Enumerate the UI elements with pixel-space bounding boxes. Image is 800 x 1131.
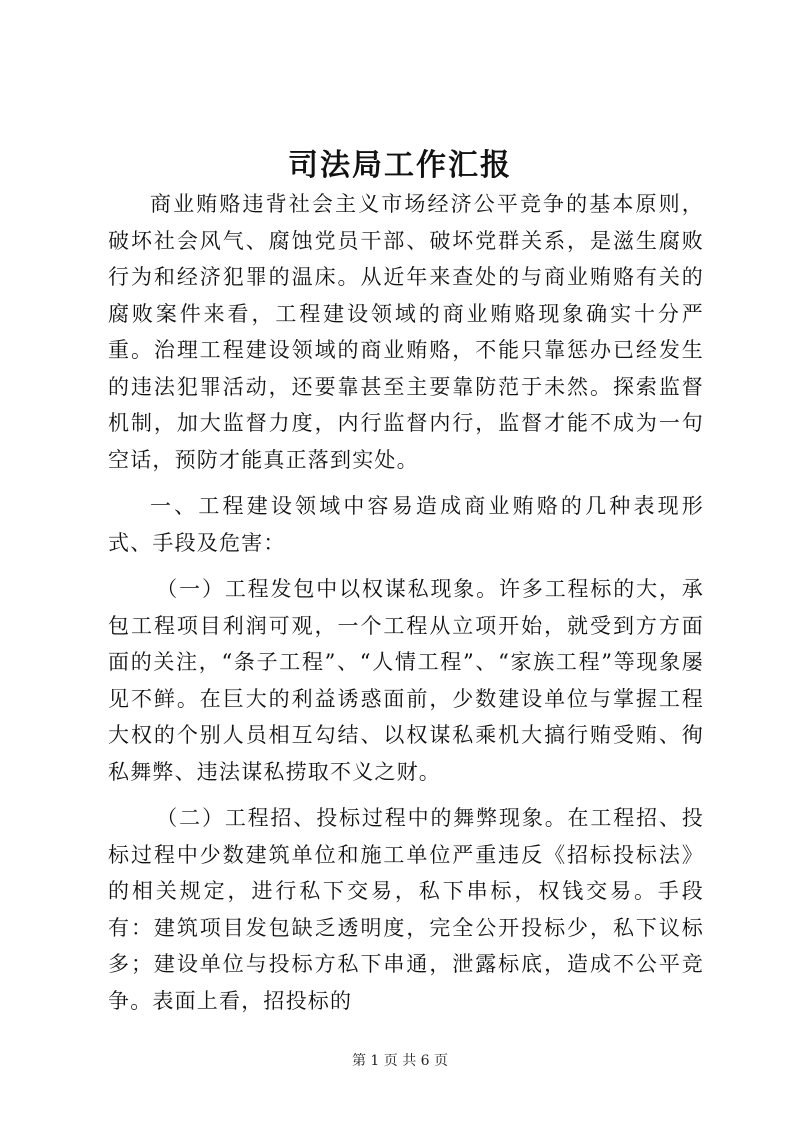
document-body	[108, 186, 704, 1029]
paragraph-intro: 商业贿赂违背社会主义市场经济公平竞争的基本原则，破坏社会风气、腐蚀党员干部、破坏党群关系，是滋生腐败行为和经济犯罪的温床。从近年来查处的与商业贿赂有关的腐败案件来看，工程建设领域的商业贿赂现象确实十分严重。治理工程建设领域的商业贿赂，不能只靠惩办已经发生的违法犯罪活动，还要靠甚至主要靠防范于未然。探索监督机制，加大监督力度，内行监督内行，监督才能不成为一句空话，预防才能真正落到实处。	[108, 192, 704, 472]
paragraph-item-1: （一）工程发包中以权谋私现象。许多工程标的大，承包工程项目利润可观，一个工程从立项开始，就受到方方面面的关注，“条子工程”、“人情工程”、“家族工程”等现象屡见不鲜。在巨大的利益诱惑面前，少数建设单位与掌握工程大权的个别人员相互勾结、以权谋私乘机大搞行贿受贿、徇私舞弊、违法谋私捞取不义之财。	[108, 577, 704, 784]
page-number-footer: 第 1 页 共 6 页	[351, 1053, 449, 1069]
document-title: 司法局工作汇报	[288, 148, 512, 183]
paragraph-item-2: （二）工程招、投标过程中的舞弊现象。在工程招、投标过程中少数建筑单位和施工单位严重违反《招标投标法》的相关规定，进行私下交易，私下串标，权钱交易。手段有：建筑项目发包缺乏透明度，完全公开投标少，私下议标多；建设单位与投标方私下串通，泄露标底，造成不公平竞争。表面上看，招投标的	[108, 806, 704, 1013]
paragraph-section-heading: 一、工程建设领域中容易造成商业贿赂的几种表现形式、手段及危害：	[108, 494, 704, 555]
